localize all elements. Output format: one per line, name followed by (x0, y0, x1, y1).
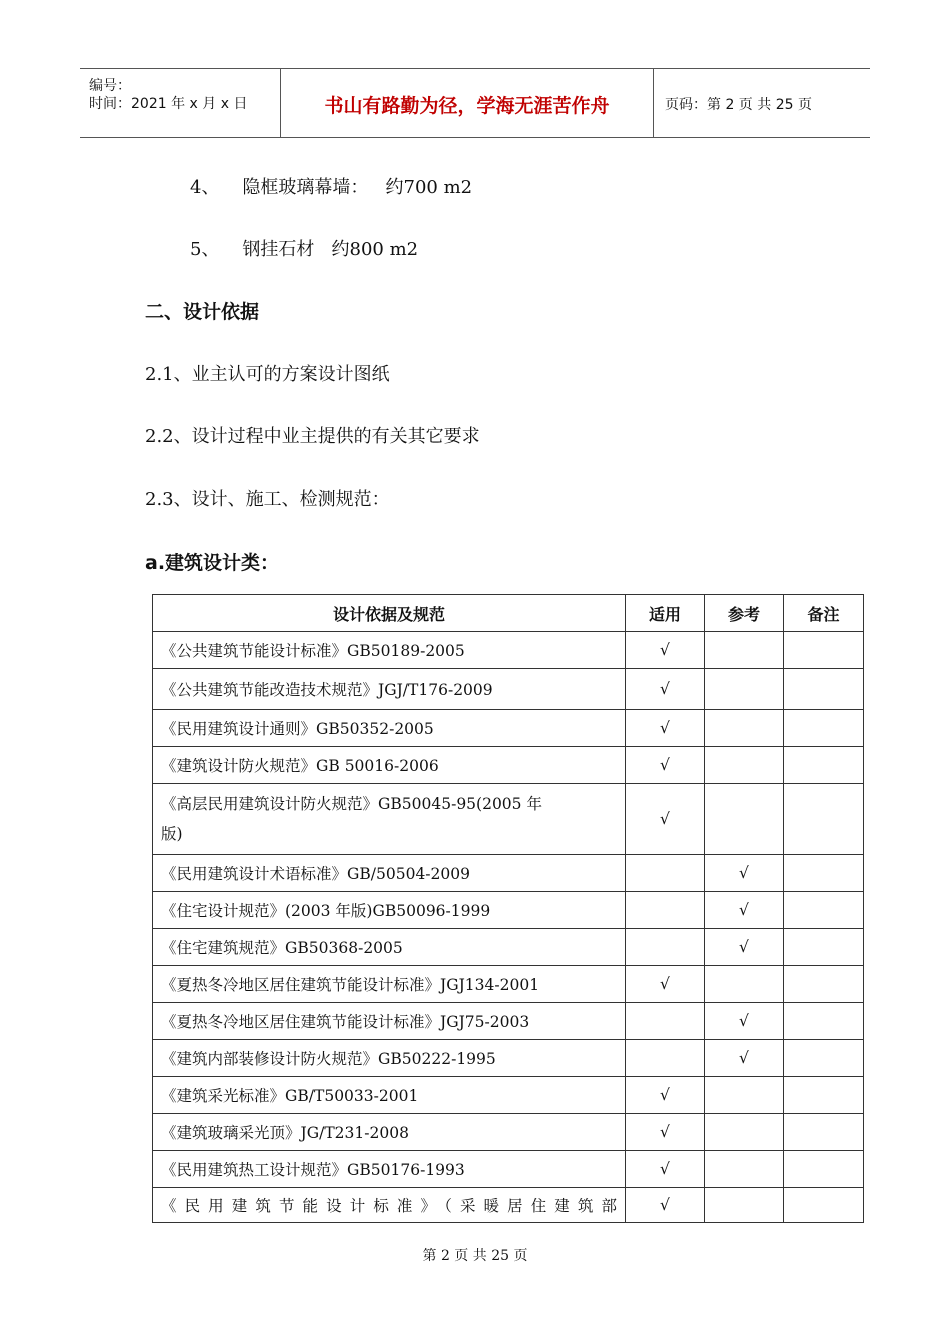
apply-mark (626, 1003, 705, 1040)
table-row (153, 747, 864, 784)
page-info: 页码：第 2 页 共 25 页 (665, 97, 812, 113)
reference-mark (705, 710, 784, 747)
reference-mark (705, 1151, 784, 1188)
note-cell (784, 1151, 864, 1188)
apply-mark: √ (626, 1077, 705, 1114)
section-title: 二、设计依据 (145, 301, 260, 323)
apply-mark: √ (626, 784, 705, 855)
note-cell (784, 747, 864, 784)
apply-mark: √ (626, 632, 705, 669)
standard-name: 《建筑内部装修设计防火规范》GB50222-1995 (153, 1040, 626, 1077)
standard-name-line-2: 版) (161, 825, 183, 843)
reference-mark (705, 632, 784, 669)
reference-mark: √ (705, 1040, 784, 1077)
note-cell (784, 632, 864, 669)
apply-mark (626, 892, 705, 929)
table-row (153, 784, 864, 855)
standards-table (152, 594, 864, 1223)
apply-mark (626, 855, 705, 892)
reference-mark: √ (705, 892, 784, 929)
standard-name: 《民用建筑设计术语标准》GB/50504-2009 (153, 855, 626, 892)
item-5: 5、 钢挂石材 约800 m2 (190, 239, 419, 260)
reference-mark: √ (705, 855, 784, 892)
table-row (153, 1151, 864, 1188)
paragraph-2-2: 2.2、设计过程中业主提供的有关其它要求 (145, 426, 480, 447)
note-cell (784, 1040, 864, 1077)
table-row (153, 632, 864, 669)
reference-mark (705, 1077, 784, 1114)
standard-name: 《民用建筑节能设计标准》（采暖居住建筑部 (153, 1188, 626, 1223)
table-row (153, 1040, 864, 1077)
note-cell (784, 1188, 864, 1223)
apply-mark: √ (626, 747, 705, 784)
col-header-reference: 参考 (705, 595, 784, 632)
table-row (153, 1077, 864, 1114)
subheading-a: a.建筑设计类： (145, 552, 280, 574)
note-cell (784, 929, 864, 966)
header-motto-cell (281, 69, 654, 137)
table-row (153, 669, 864, 710)
apply-mark: √ (626, 1114, 705, 1151)
apply-mark: √ (626, 669, 705, 710)
paragraph-2-3: 2.3、设计、施工、检测规范： (145, 489, 390, 510)
note-cell (784, 966, 864, 1003)
note-cell (784, 784, 864, 855)
table-row (153, 892, 864, 929)
apply-mark (626, 929, 705, 966)
table-row (153, 1114, 864, 1151)
reference-mark (705, 1188, 784, 1223)
reference-mark: √ (705, 1003, 784, 1040)
standard-name: 《建筑采光标准》GB/T50033-2001 (153, 1077, 626, 1114)
paragraph-2-1: 2.1、业主认可的方案设计图纸 (145, 364, 390, 385)
col-header-standard: 设计依据及规范 (153, 595, 626, 632)
reference-mark (705, 669, 784, 710)
standard-name: 《公共建筑节能设计标准》GB50189-2005 (153, 632, 626, 669)
page-footer: 第 2 页 共 25 页 (422, 1248, 528, 1264)
standard-name: 《住宅设计规范》(2003 年版)GB50096-1999 (153, 892, 626, 929)
col-header-apply: 适用 (626, 595, 705, 632)
standard-name: 《公共建筑节能改造技术规范》JGJ/T176-2009 (153, 669, 626, 710)
apply-mark (626, 1040, 705, 1077)
item-4: 4、 隐框玻璃幕墙： 约700 m2 (190, 177, 473, 198)
table-row (153, 1188, 864, 1223)
standard-name: 《夏热冬冷地区居住建筑节能设计标准》JGJ75-2003 (153, 1003, 626, 1040)
note-cell (784, 710, 864, 747)
table-row (153, 710, 864, 747)
standard-name (153, 784, 626, 855)
reference-mark (705, 1114, 784, 1151)
standard-name: 《建筑玻璃采光顶》JG/T231-2008 (153, 1114, 626, 1151)
apply-mark: √ (626, 1188, 705, 1223)
apply-mark: √ (626, 710, 705, 747)
note-cell (784, 1003, 864, 1040)
note-cell (784, 1114, 864, 1151)
note-cell (784, 892, 864, 929)
apply-mark: √ (626, 1151, 705, 1188)
reference-mark: √ (705, 929, 784, 966)
page-header (80, 68, 870, 138)
table-header-row (153, 595, 864, 632)
standard-name: 《夏热冬冷地区居住建筑节能设计标准》JGJ134-2001 (153, 966, 626, 1003)
motto-text: 书山有路勤为径，学海无涯苦作舟 (324, 95, 610, 117)
standard-name: 《建筑设计防火规范》GB 50016-2006 (153, 747, 626, 784)
table-row (153, 1003, 864, 1040)
table-row (153, 855, 864, 892)
standard-name-line-1: 《高层民用建筑设计防火规范》GB50045-95(2005 年 (161, 795, 542, 813)
standard-name: 《住宅建筑规范》GB50368-2005 (153, 929, 626, 966)
standard-name: 《民用建筑热工设计规范》GB50176-1993 (153, 1151, 626, 1188)
reference-mark (705, 966, 784, 1003)
number-label: 编号： (89, 78, 131, 94)
reference-mark (705, 747, 784, 784)
note-cell (784, 1077, 864, 1114)
table-row (153, 929, 864, 966)
reference-mark (705, 784, 784, 855)
col-header-note: 备注 (784, 595, 864, 632)
note-cell (784, 855, 864, 892)
note-cell (784, 669, 864, 710)
table-row (153, 966, 864, 1003)
apply-mark: √ (626, 966, 705, 1003)
date-label: 时间：2021 年 x 月 x 日 (89, 96, 248, 112)
standard-name: 《民用建筑设计通则》GB50352-2005 (153, 710, 626, 747)
header-meta-cell (80, 69, 281, 137)
